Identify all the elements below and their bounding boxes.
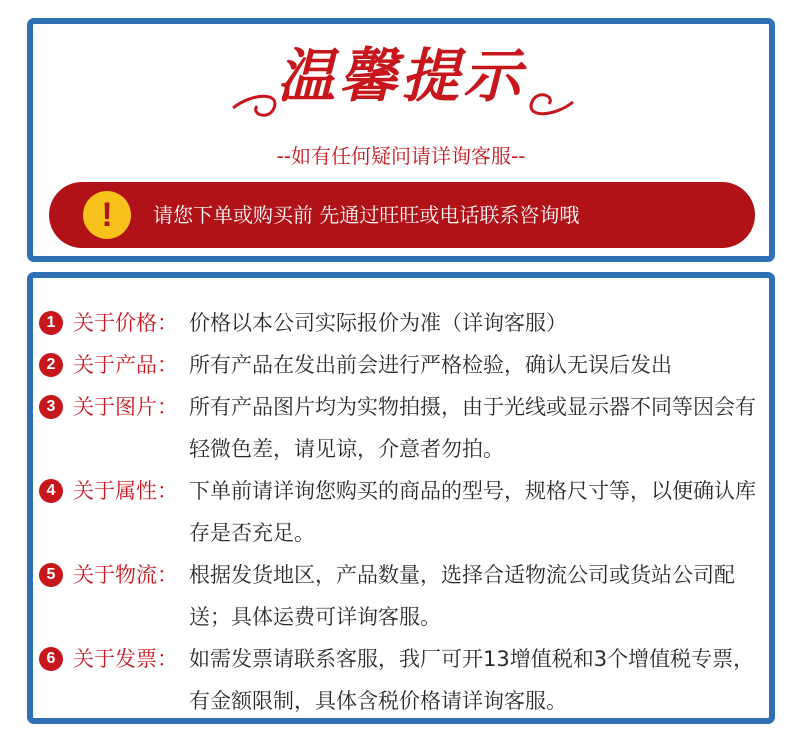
- item-label: 关于价格：: [73, 311, 178, 335]
- notice-panel: [27, 18, 775, 262]
- item-number-badge: 6: [39, 647, 63, 671]
- title-swirl-decoration: [223, 90, 583, 120]
- item-description: 下单前请详询您购买的商品的型号，规格尺寸等，以便确认库存是否充足。: [189, 479, 756, 545]
- item-label: 关于物流：: [73, 563, 178, 587]
- warning-icon: !: [83, 191, 131, 239]
- item-description: 所有产品在发出前会进行严格检验，确认无误后发出: [189, 353, 672, 377]
- item-number-badge: 5: [39, 563, 63, 587]
- info-panel: [27, 272, 775, 724]
- item-label: 关于发票：: [73, 647, 178, 671]
- item-description: 如需发票请联系客服，我厂可开13增值税和3个增值税专票，有金额限制，具体含税价格请详询客服。: [189, 647, 755, 713]
- item-number-badge: 4: [39, 479, 63, 503]
- item-description: 价格以本公司实际报价为准（详询客服）: [189, 311, 567, 335]
- notice-bar: [49, 182, 755, 248]
- item-number-badge: 1: [39, 311, 63, 335]
- item-description: 所有产品图片均为实物拍摄，由于光线或显示器不同等因会有轻微色差，请见谅，介意者勿拍。: [189, 395, 756, 461]
- item-label: 关于图片：: [73, 395, 178, 419]
- page-title: 温馨提示: [276, 42, 525, 110]
- item-label: 关于属性：: [73, 479, 178, 503]
- item-description: 根据发货地区，产品数量，选择合适物流公司或货站公司配送；具体运费可详询客服。: [189, 563, 735, 629]
- subtitle: --如有任何疑问请详询客服--: [276, 144, 526, 168]
- item-label: 关于产品：: [73, 353, 178, 377]
- item-number-badge: 3: [39, 395, 63, 419]
- notice-text: 请您下单或购买前 先通过旺旺或电话联系咨询哦: [153, 203, 580, 227]
- item-number-badge: 2: [39, 353, 63, 377]
